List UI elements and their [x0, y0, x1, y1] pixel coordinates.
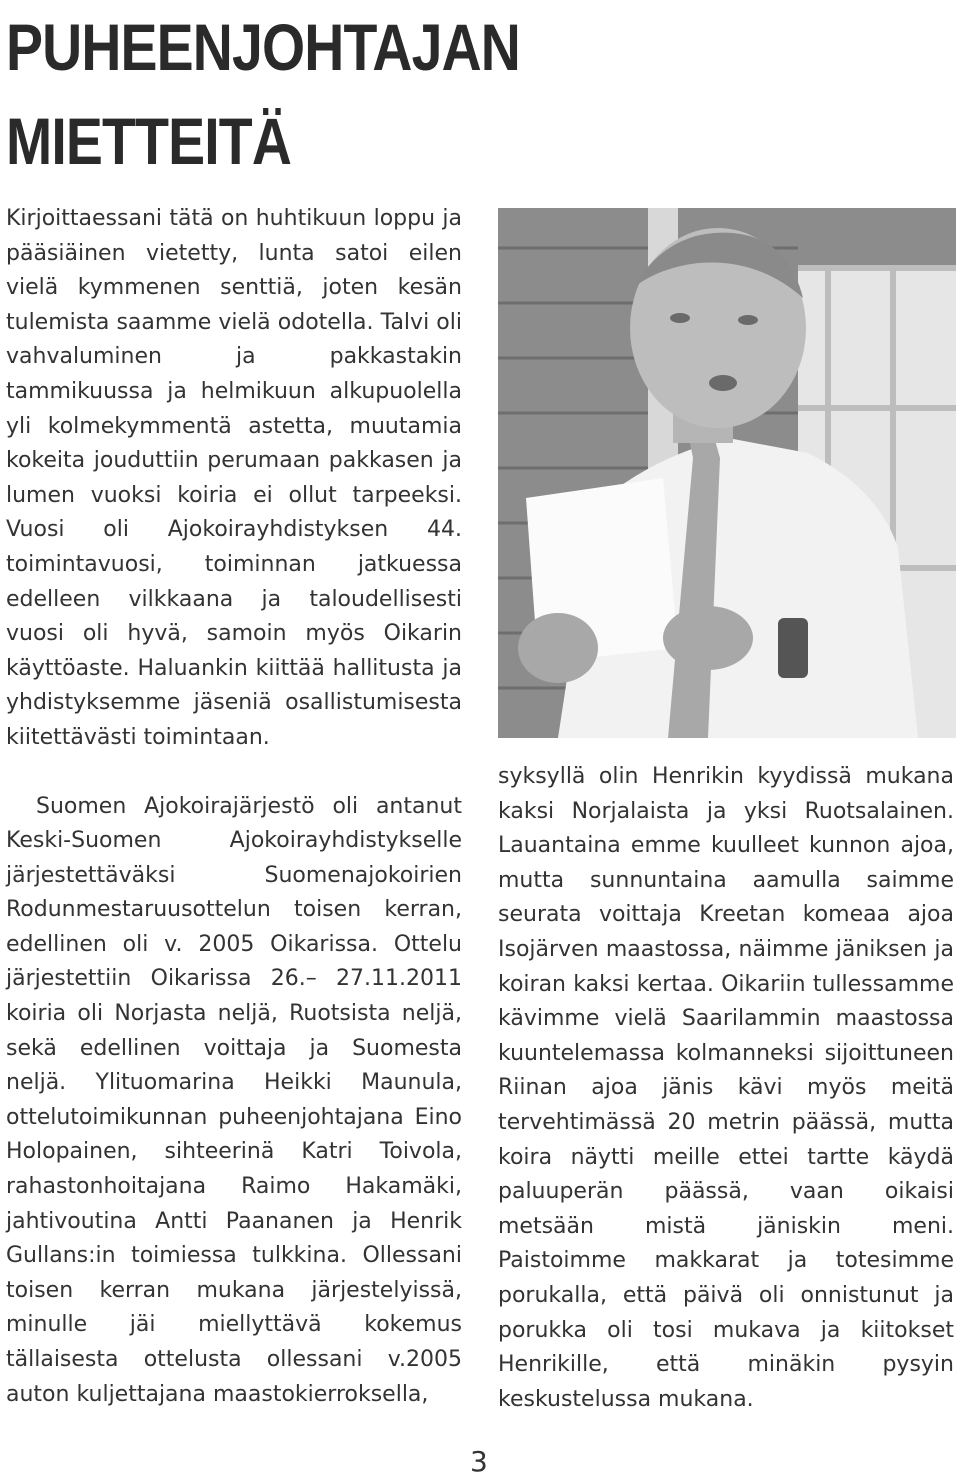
right-column [498, 760, 954, 1417]
left-paragraph-2: Suomen Ajokoirajärjestö oli antanut Keski-Suomen Ajokoirayhdistykselle järjestettäväksi Suomenajokoirien Rodunmestaruusottelun toisen kerran, edellinen oli v. 2005 Oikarissa. Ottelu järjestettiin Oikarissa 26.– 27.11.2011 koiria oli Norjasta neljä, Ruotsista neljä, sekä edellinen voittaja ja Suomesta neljä. Ylituomarina Heikki Maunula, ottelutoimikunnan puheenjohtajana Eino Holopainen, sihteerinä Katri Toivola, rahastonhoitajana Raimo Hakamäki, jahtivoutina Antti Paananen ja Henrik Gullans:in toimiessa tulkkina. Ollessani toisen kerran mukana järjestelyissä, minulle jäi miellyttävä kokemus tällaisesta ottelusta ollessani v.2005 auton kuljettajana maastokierroksella, [6, 793, 462, 1407]
left-paragraph-1: Kirjoittaessani tätä on huhtikuun loppu ja pääsiäinen vietetty, lunta satoi eilen vielä kymmenen senttiä, joten kesän tulemista saamme vielä odotella. Talvi oli vahvaluminen ja pakkastakin tammikuussa ja helmikuun alkupuolella yli kolmekymmentä astetta, muutamia kokeita jouduttiin perumaan pakkasen ja lumen vuoksi koiria ei ollut tarpeeksi. Vuosi oli Ajokoirayhdistyksen 44. toimintavuosi, toiminnan jatkuessa edelleen vilkkaana ja taloudellisesti vuosi oli hyvä, samoin myös Oikarin käyttöaste. Haluankin kiittää hallitusta ja yhdistyksemme jäseniä osallistumisesta kiitettävästi toimintaan. [6, 206, 462, 750]
title-line-1: PUHEENJOHTAJAN [6, 10, 520, 84]
article-title [6, 0, 520, 188]
right-paragraph-1: syksyllä olin Henrikin kyydissä mukana kaksi Norjalaista ja yksi Ruotsalainen. Lauantaina emme kuulleet kunnon ajoa, mutta sunnuntaina aamulla saimme seurata voittaja Kreetan komeaa ajoa Isojärven maastossa, näimme jäniksen ja koiran kaksi kertaa. Oikariin tullessamme kävimme vielä Saarilammin maastossa kuuntelemassa kolmanneksi sijoittuneen Riinan ajoa jänis kävi myös meitä tervehtimässä 20 metrin päässä, mutta koira näytti meille ettei tartte käydä paluuperän päässä, vaan oikaisi metsään mistä jäniskin meni. Paistoimme makkarat ja totesimme porukalla, että päivä oli onnistunut ja porukka oli tosi mukava ja kiitokset Henrikille, että minäkin pysyin keskustelussa mukana. [498, 764, 954, 1412]
chairman-photo [498, 208, 956, 738]
page-number: 3 [470, 1445, 488, 1478]
left-column [6, 202, 462, 1412]
chairman-photo-illustration [498, 208, 956, 738]
title-line-2: MIETTEITÄ [6, 104, 292, 178]
